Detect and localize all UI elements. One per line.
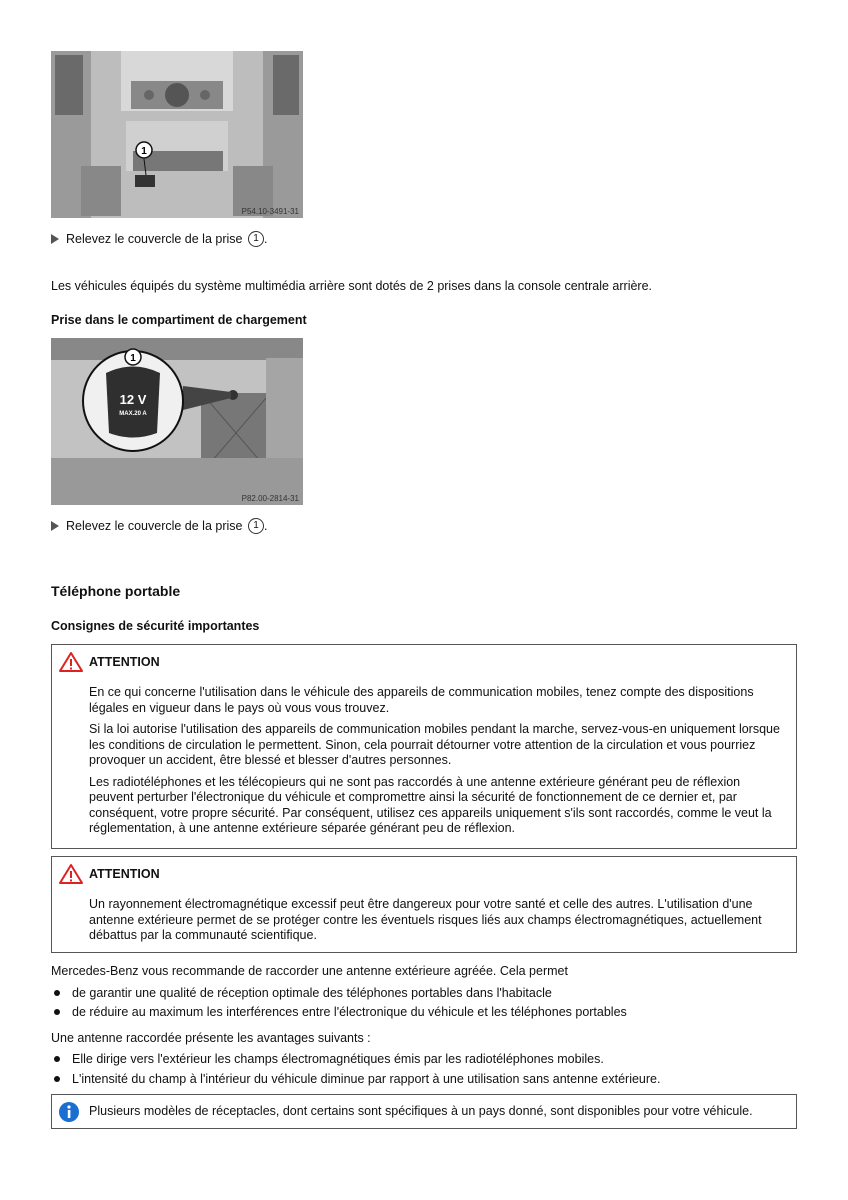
warning-title: ATTENTION [89, 655, 160, 669]
callout-ref: 1 [248, 231, 264, 247]
list-item: de réduire au maximum les interférences entre l'électronique du véhicule et les téléphones portables [72, 1005, 627, 1019]
socket-voltage: 12 V [119, 392, 147, 407]
list-item: L'intensité du champ à l'intérieur du véhicule diminue par rapport à une utilisation sans antenne extérieure. [72, 1072, 661, 1086]
warning-box-2 [51, 856, 797, 953]
photo-rear-console [51, 51, 303, 218]
arrow-right-icon [51, 521, 59, 531]
step-text: Relevez le couvercle de la prise [66, 232, 243, 246]
step-text: Relevez le couvercle de la prise [66, 519, 243, 533]
warning-paragraph: Si la loi autorise l'utilisation des appareils de communication mobiles pendant la marche, servez-vous-en uniquement lorsque les conditions de circulation le permettent. Sinon, cela pourrait détourner votre attention de la circulation et vous pourriez provoquer un accident, être blessé et blesser d'autres personnes. [89, 722, 780, 767]
warning-body [89, 897, 784, 950]
warning-paragraph: Un rayonnement électromagnétique excessif peut être dangereux pour votre santé et celle des autres. L'utilisation d'une antenne extérieure permet de se protéger contre les éventuels risques liés aux champs électromagnétiques, actuellement débattus par la communauté scientifique. [89, 897, 762, 942]
warning-body [89, 685, 784, 843]
callout-label: 1 [130, 353, 136, 364]
info-box [51, 1094, 797, 1129]
rear-console-illustration [51, 51, 303, 218]
advantages-intro: Une antenne raccordée présente les avantages suivants : [51, 1031, 371, 1045]
phone-heading: Téléphone portable [51, 583, 181, 599]
arrow-right-icon [51, 234, 59, 244]
info-icon [58, 1101, 80, 1123]
list-item: Elle dirige vers l'extérieur les champs électromagnétiques émis par les radiotéléphones mobiles. [72, 1052, 604, 1066]
warning-title: ATTENTION [89, 867, 160, 881]
warning-paragraph: Les radiotéléphones et les télécopieurs qui ne sont pas raccordés à une antenne extérieure générant peu de réflexion peuvent perturber l'électronique du véhicule et compromettre ainsi la sécurité de fonctionnement de ce dernier et, par conséquent, votre propre sécurité. Par conséquent, utilisez ces appareils uniquement s'ils sont raccordés, comme le veut la réglementation, à une antenne extérieure séparée générant peu de réflexion. [89, 774, 772, 835]
callout-ref: 1 [248, 518, 264, 534]
photo-cargo-socket [51, 338, 303, 505]
info-text: Plusieurs modèles de réceptacles, dont certains sont spécifiques à un pays donné, sont disponibles pour votre véhicule. [89, 1104, 753, 1118]
warning-triangle-icon [58, 863, 84, 885]
step-lift-cover-2: Relevez le couvercle de la prise 1 . [51, 518, 267, 534]
cargo-socket-illustration [51, 338, 303, 505]
cargo-heading: Prise dans le compartiment de chargement [51, 313, 307, 327]
list-item: de garantir une qualité de réception optimale des téléphones portables dans l'habitacle [72, 986, 552, 1000]
recommend-intro: Mercedes-Benz vous recommande de raccorder une antenne extérieure agréée. Cela permet [51, 964, 568, 978]
step-lift-cover-1: Relevez le couvercle de la prise 1 . [51, 231, 267, 247]
warning-triangle-icon [58, 651, 84, 673]
photo-code: P54.10-3491-31 [241, 207, 299, 216]
rear-multimedia-note: Les véhicules équipés du système multimédia arrière sont dotés de 2 prises dans la console centrale arrière. [51, 279, 653, 293]
warning-box-1 [51, 644, 797, 849]
socket-max: MAX.20 A [119, 411, 147, 417]
callout-label: 1 [141, 146, 147, 157]
safety-heading: Consignes de sécurité importantes [51, 619, 260, 633]
warning-paragraph: En ce qui concerne l'utilisation dans le véhicule des appareils de communication mobiles, tenez compte des dispositions légales en vigueur dans le pays où vous vous trouvez. [89, 685, 754, 715]
photo-code: P82.00-2814-31 [241, 494, 299, 503]
